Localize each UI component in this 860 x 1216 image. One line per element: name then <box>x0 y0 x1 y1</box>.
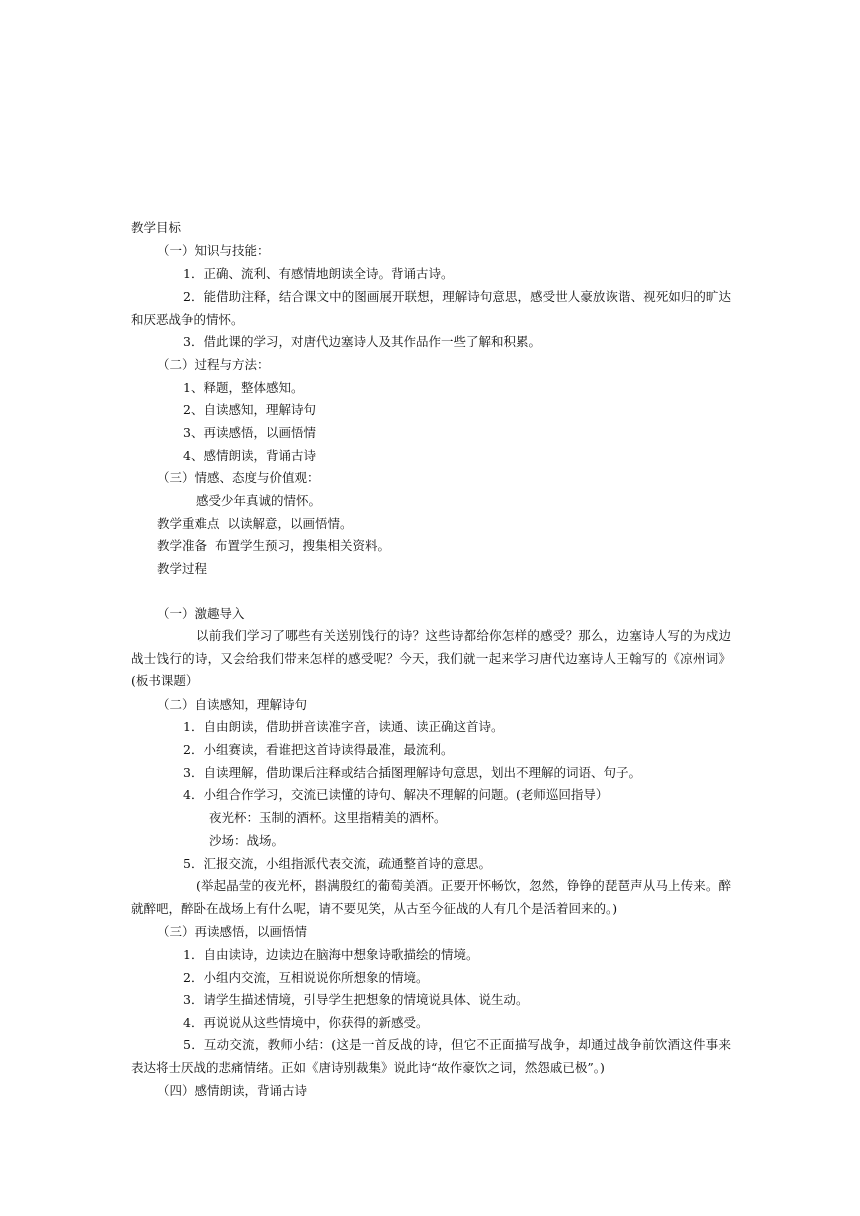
process-item-4: 4、感情朗读，背诵古诗 <box>183 448 316 463</box>
section-emotion-values: （三）情感、态度与价值观： <box>157 470 320 485</box>
emotion-item: 感受少年真诚的情怀。 <box>196 493 322 508</box>
feel-step-2: 2．小组内交流，互相说说你所想象的情境。 <box>183 970 429 985</box>
feel-step-5-summary: 5．互动交流，教师小结：(这是一首反战的诗，但它不正面描写战争，却通过战争前饮酒这件事来表达将士厌战的悲痛情绪。正如《唐诗别裁集》说此诗“故作豪饮之词，然怨戚已极”。) <box>131 1037 731 1075</box>
feel-step-4: 4．再说说从这些情境中，你获得的新感受。 <box>183 1015 429 1030</box>
goal-item-1: 1．正确、流利、有感情地朗读全诗。背诵古诗。 <box>183 266 454 281</box>
process-item-1: 1、释题，整体感知。 <box>183 380 304 395</box>
process-item-2: 2、自读感知，理解诗句 <box>183 402 316 417</box>
section-intro: （一）激趣导入 <box>157 606 245 621</box>
reading-step-1: 1．自由朗读，借助拼音读准字音，读通、读正确这首诗。 <box>183 719 504 734</box>
glossary-yeguangbei: 夜光杯：玉制的酒杯。这里指精美的酒杯。 <box>209 810 447 825</box>
reading-step-5: 5．汇报交流，小组指派代表交流，疏通整首诗的意思。 <box>183 856 491 871</box>
section-process-methods: （二）过程与方法： <box>157 357 270 372</box>
key-difficulties: 教学重难点 以读解意，以画悟情。 <box>157 516 353 531</box>
feel-step-1: 1．自由读诗，边读边在脑海中想象诗歌描绘的情境。 <box>183 947 479 962</box>
section-knowledge-skills: （一）知识与技能： <box>157 243 270 258</box>
glossary-shachang: 沙场：战场。 <box>209 833 285 848</box>
goal-item-3: 3．借此课的学习，对唐代边塞诗人及其作品作一些了解和积累。 <box>183 334 541 349</box>
section-reread-feel: （三）再读感悟，以画悟情 <box>157 924 308 939</box>
section-self-reading: （二）自读感知，理解诗句 <box>157 697 308 712</box>
heading-teaching-goals: 教学目标 <box>131 220 182 235</box>
process-item-3: 3、再读感悟，以画悟情 <box>183 425 316 440</box>
reading-step-3: 3．自读理解，借助课后注释或结合插图理解诗句意思，划出不理解的词语、句子。 <box>183 765 641 780</box>
reading-step-2: 2．小组赛读，看谁把这首诗读得最准，最流利。 <box>183 742 454 757</box>
intro-paragraph: 以前我们学习了哪些有关送别饯行的诗？这些诗都给你怎样的感受？那么，边塞诗人写的为戍边战士饯行的诗，又会给我们带来怎样的感受呢？今天，我们就一起来学习唐代边塞诗人王翰写的《凉州词》(板书课题） <box>131 628 731 688</box>
reading-step-4: 4．小组合作学习，交流已读懂的诗句、解决不理解的问题。(老师巡回指导） <box>183 787 609 802</box>
heading-teaching-process: 教学过程 <box>157 561 208 576</box>
poem-interpretation: (举起晶莹的夜光杯，斟满殷红的葡萄美酒。正要开怀畅饮，忽然，铮铮的琵琶声从马上传来。醉就醉吧，醉卧在战场上有什么呢，请不要见笑，从古至今征战的人有几个是活着回来的。) <box>131 878 731 916</box>
feel-step-3: 3．请学生描述情境，引导学生把想象的情境说具体、说生动。 <box>183 992 529 1007</box>
section-emotional-reading: （四）感情朗读，背诵古诗 <box>157 1083 308 1098</box>
teaching-preparation: 教学准备 布置学生预习，搜集相关资料。 <box>157 538 390 553</box>
goal-item-2: 2．能借助注释，结合课文中的图画展开联想，理解诗句意思，感受世人豪放诙谐、视死如归的旷达和厌恶战争的情怀。 <box>131 289 731 327</box>
